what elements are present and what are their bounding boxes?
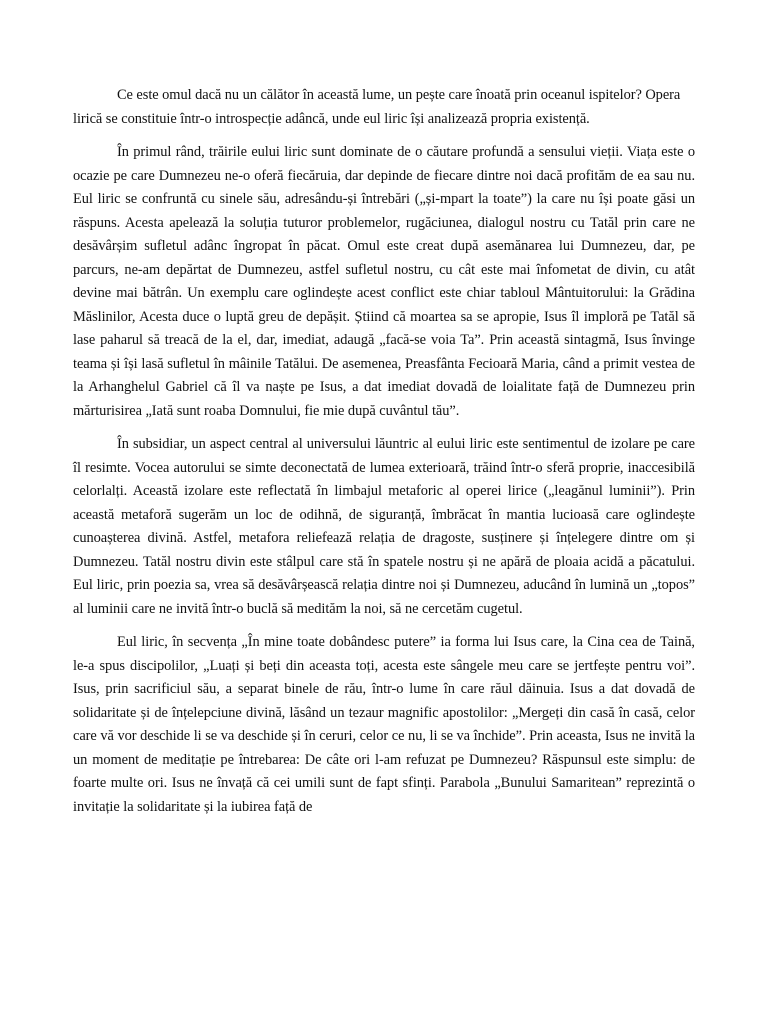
paragraph-isolation: În subsidiar, un aspect central al universului lăuntric al eului liric este sentimentul de izolare pe care îl resimte. Vocea autorului se simte deconectată de lumea exterioară, trăind într-o sferă proprie, inaccesibilă celorlalți. Această izolare este reflectată în limbajul metaforic al operei lirice („leagănul luminii”). Prin această metaforă sugerăm un loc de odihnă, de siguranță, îmbrăcat în mantia lucioasă care oglindește cunoașterea divină. Astfel, metafora reliefează relația de dragoste, susținere și înțelegere dintre om și Dumnezeu. Tatăl nostru divin este stâlpul care stă în spatele nostru și ne apără de ploaia acidă a păcatului. Eul liric, prin poezia sa, vrea să desăvârșească relația dintre noi și Dumnezeu, aducând în lumină un „topos” al luminii care ne invită într-o buclă să medităm la noi, să ne cercetăm cugetul. bbox=[73, 436, 695, 617]
paragraph-search-for-meaning: În primul rând, trăirile eului liric sunt dominate de o căutare profundă a sensului vieții. Viața este o ocazie pe care Dumnezeu ne-o oferă fiecăruia, dar depinde de fiecare dintre noi dacă profităm de ea sau nu. Eul liric se confruntă cu sinele său, adresându-și întrebări („și-mpart la toate”) la care nu își poate găsi un răspuns. Acesta apelează la soluția tuturor problemelor, rugăciunea, dialogul nostru cu Tatăl prin care ne desăvârșim sufletul adânc îngropat în păcat. Omul este creat după asemănarea lui Dumnezeu, dar, pe parcurs, ne-am depărtat de Dumnezeu, astfel sufletul nostru, cu cât este mai înfometat de divin, cu atât devine mai bătrân. Un exemplu care oglindește acest conflict este chiar tabloul Mântuitorului: la Grădina Măslinilor, Acesta duce o luptă greu de depășit. Știind că moartea sa se apropie, Isus îl imploră pe Tatăl să lase paharul să treacă de la el, dar, imediat, adaugă „facă-se voia Ta”. Prin această sintagmă, Isus învinge teama și își lasă sufletul în mâinile Tatălui. De asemenea, Preasfânta Fecioară Maria, când a primit vestea de la Arhanghelul Gabriel că îl va naște pe Isus, a dat imediat dovadă de loialitate față de Dumnezeu prin mărturisirea „Iată sunt roaba Domnului, fie mie după cuvântul tău”. bbox=[73, 144, 695, 419]
paragraph-last-supper: Eul liric, în secvența „În mine toate dobândesc putere” ia forma lui Isus care, la Cina cea de Taină, le-a spus discipolilor, „Luați și beți din aceasta toți, acesta este sângele meu care se jertfește pentru voi”. Isus, prin sacrificiul său, a separat binele de rău, într-o lume în care răul dăinuia. Isus a dat dovadă de solidaritate și de înțelepciune divină, lăsând un tezaur magnific apostolilor: „Mergeți din casă în casă, celor care vă vor deschide li se va deschide și în ceruri, celor ce nu, li se va închide”. Prin aceasta, Isus ne invită la un moment de meditație pe întrebarea: De câte ori l-am refuzat pe Dumnezeu? Răspunsul este simplu: de foarte multe ori. Isus ne învață că cei umili sunt de fapt sfinți. Parabola „Bunului Samaritean” reprezintă o invitație la solidaritate și la iubirea față de bbox=[73, 634, 695, 815]
paragraph-intro: Ce este omul dacă nu un călător în această lume, un pește care înoată prin oceanul ispitelor? Opera lirică se constituie într-o introspecție adâncă, unde eul liric își analizează propria existență. bbox=[73, 87, 681, 127]
document-page bbox=[73, 84, 695, 829]
